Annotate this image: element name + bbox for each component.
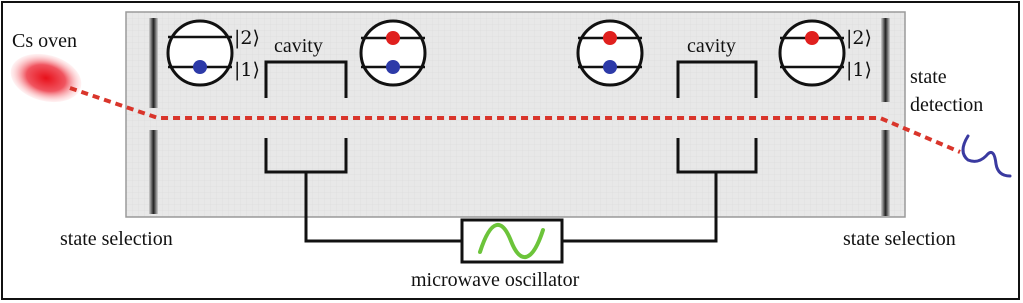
ket-1-label-right: |1⟩ [846, 59, 872, 81]
ket-2-label-left: |2⟩ [234, 27, 260, 49]
atom-level-diagram-3 [578, 21, 642, 85]
detector-icon [963, 136, 1010, 176]
cs-oven [5, 46, 86, 109]
state-selection-label-left: state selection [60, 228, 173, 250]
atom-upper-state-dot [805, 31, 819, 45]
atom-lower-state-dot [603, 60, 617, 74]
state-selection-plate-right-bottom [881, 130, 890, 216]
microwave-oscillator-label: microwave oscillator [411, 269, 580, 291]
atom-upper-state-dot [603, 31, 617, 45]
atom-upper-state-dot [386, 31, 400, 45]
cavity-label-right: cavity [687, 35, 736, 57]
state-selection-plate-right-top [881, 18, 890, 102]
state-selection-plate-left-top [149, 18, 158, 108]
state-detection-label-line2: detection [910, 94, 984, 116]
state-selection-label-right: state selection [843, 228, 956, 250]
ket-1-label-left: |1⟩ [234, 59, 260, 81]
atom-level-diagram-1 [168, 21, 232, 85]
atom-lower-state-dot [193, 60, 207, 74]
ket-2-label-right: |2⟩ [846, 27, 872, 49]
cavity-label-left: cavity [274, 35, 323, 57]
atom-level-diagram-2 [361, 21, 425, 85]
atom-lower-state-dot [386, 60, 400, 74]
cs-oven-label: Cs oven [12, 30, 77, 52]
state-selection-plate-left-bottom [149, 130, 158, 214]
atom-level-diagram-4 [780, 21, 844, 85]
state-detection-label-line1: state [910, 66, 947, 88]
